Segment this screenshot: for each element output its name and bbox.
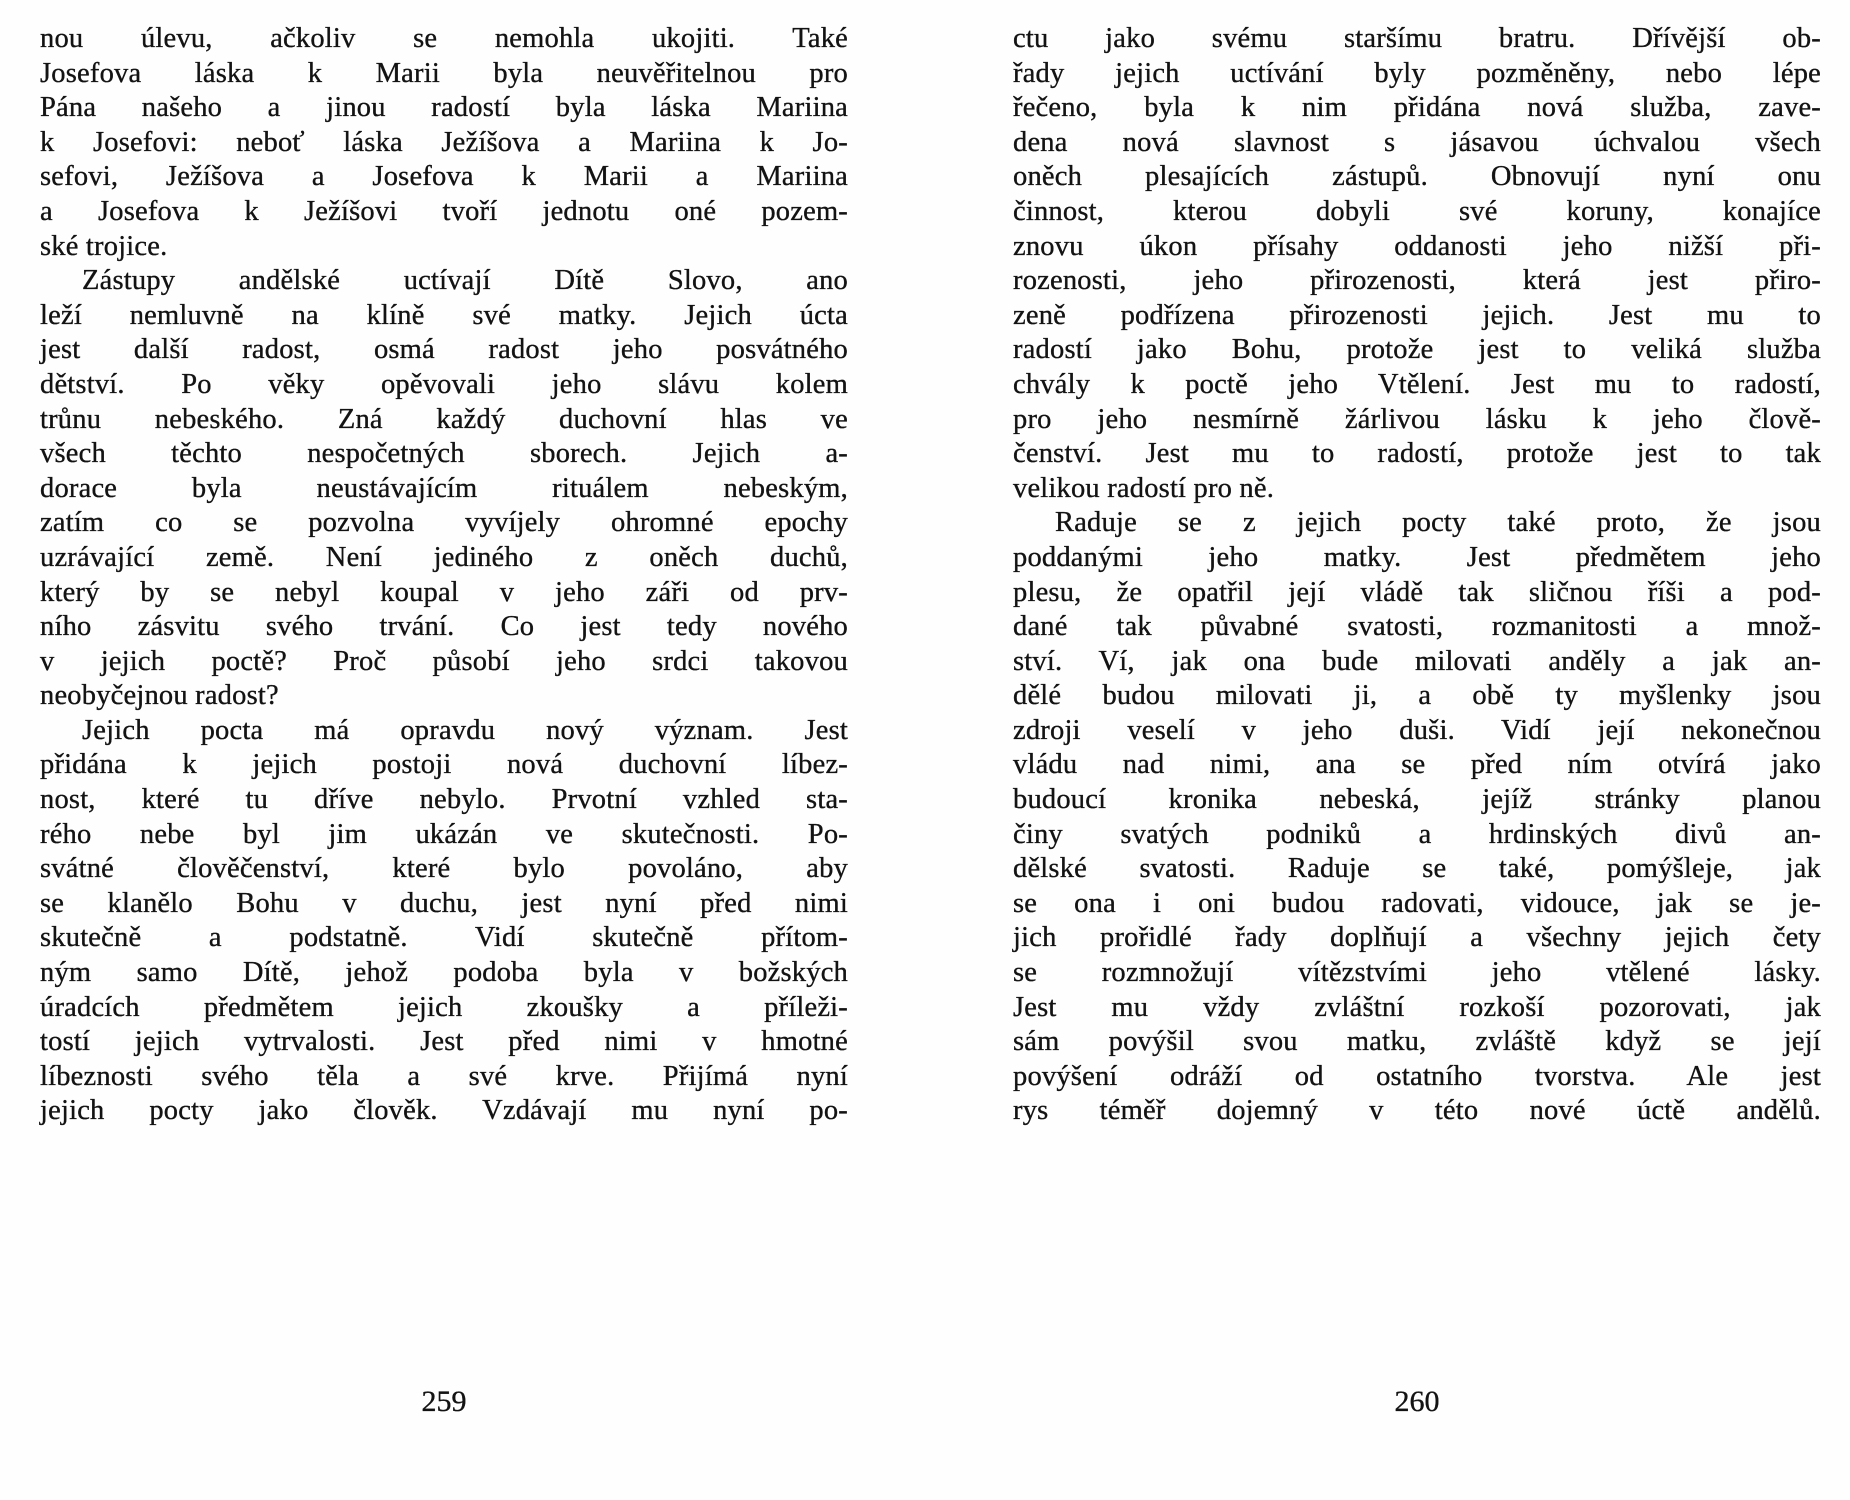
text-line: ctu jako svému staršímu bratru. Dřívější ob- bbox=[1013, 23, 1821, 54]
text-line: oněch plesajících zástupů. Obnovují nyní onu bbox=[1013, 161, 1821, 193]
text-line: plesu, že opatřil její vládě tak sličnou říši a pod- bbox=[1013, 576, 1821, 608]
text-line: čenství. Jest mu to radostí, protože jest to tak bbox=[1013, 438, 1821, 470]
text-line: jest další radost, osmá radost jeho posvátného bbox=[40, 334, 848, 366]
text-line: přidána k jejich postoji nová duchovní líbez- bbox=[40, 749, 848, 781]
text-line: jejich pocty jako člověk. Vzdávají mu nyní po- bbox=[40, 1095, 848, 1127]
text-line: dorace byla neustávajícím rituálem nebeským, bbox=[40, 472, 848, 504]
text-line: Pána našeho a jinou radostí byla láska Mariina bbox=[40, 92, 848, 124]
text-line: skutečně a podstatně. Vidí skutečně přítom- bbox=[40, 922, 848, 954]
text-line: dané tak půvabné svatosti, rozmanitosti a množ- bbox=[1013, 611, 1821, 643]
text-line: který by se nebyl koupal v jeho záři od prv- bbox=[40, 576, 848, 608]
page-number-right: 260 bbox=[1394, 1385, 1440, 1418]
text-line: Jest mu vždy zvláštní rozkoší pozorovati, jak bbox=[1013, 991, 1821, 1023]
text-line: neobyčejnou radost? bbox=[40, 680, 279, 712]
text-line: v jejich poctě? Proč působí jeho srdci takovou bbox=[40, 645, 848, 677]
text-line: trůnu nebeského. Zná každý duchovní hlas ve bbox=[40, 403, 848, 435]
text-line: činnost, kterou dobyli své koruny, konajíce bbox=[1013, 195, 1821, 227]
page-259-text-column bbox=[40, 22, 848, 1129]
text-line: ným samo Dítě, jehož podoba byla v božských bbox=[40, 957, 848, 989]
page-number-left: 259 bbox=[421, 1385, 467, 1418]
text-line: nou úlevu, ačkoliv se nemohla ukojiti. Také bbox=[40, 23, 848, 54]
text-line: Raduje se z jejich pocty také proto, že jsou bbox=[1055, 507, 1821, 539]
text-line: radostí jako Bohu, protože jest to veliká služba bbox=[1013, 334, 1821, 366]
text-line: sám povýšil svou matku, zvláště když se její bbox=[1013, 1026, 1821, 1058]
text-line: k Josefovi: neboť láska Ježíšova a Mariina k Jo- bbox=[40, 126, 848, 158]
text-line: řečeno, byla k nim přidána nová služba, zave- bbox=[1013, 92, 1821, 124]
text-line: zdroji veselí v jeho duši. Vidí její nekonečnou bbox=[1013, 714, 1821, 746]
text-line: dětství. Po věky opěvovali jeho slávu kolem bbox=[40, 368, 848, 400]
text-line: budoucí kronika nebeská, jejíž stránky planou bbox=[1013, 784, 1821, 816]
text-line: leží nemluvně na klíně své matky. Jejich úcta bbox=[40, 299, 848, 331]
text-line: vládu nad nimi, ana se před ním otvírá jako bbox=[1013, 749, 1821, 781]
text-line: nost, které tu dříve nebylo. Prvotní vzhled sta- bbox=[40, 784, 848, 816]
text-line: ské trojice. bbox=[40, 230, 168, 262]
text-line: velikou radostí pro ně. bbox=[1013, 472, 1275, 504]
text-line: řady jejich uctívání byly pozměněny, nebo lépe bbox=[1013, 57, 1821, 89]
text-line: Zástupy andělské uctívají Dítě Slovo, ano bbox=[82, 265, 848, 297]
text-line: chvály k poctě jeho Vtělení. Jest mu to radostí, bbox=[1013, 368, 1821, 400]
text-line: zeně podřízena přirozenosti jejich. Jest mu to bbox=[1013, 299, 1821, 331]
text-line: rys téměř dojemný v této nové úctě andělů. bbox=[1013, 1095, 1821, 1127]
text-line: ního zásvitu svého trvání. Co jest tedy nového bbox=[40, 611, 848, 643]
text-line: ství. Ví, jak ona bude milovati anděly a jak an- bbox=[1013, 645, 1821, 677]
text-line: se klanělo Bohu v duchu, jest nyní před nimi bbox=[40, 887, 848, 919]
text-line: dena nová slavnost s jásavou úchvalou všech bbox=[1013, 126, 1821, 158]
text-line: všech těchto nespočetných sborech. Jejich a- bbox=[40, 438, 848, 470]
text-line: Josefova láska k Marii byla neuvěřitelnou pro bbox=[40, 57, 848, 89]
text-line: činy svatých podniků a hrdinských divů an- bbox=[1013, 818, 1821, 850]
text-line: sefovi, Ježíšova a Josefova k Marii a Mariina bbox=[40, 161, 848, 193]
text-line: rozenosti, jeho přirozenosti, která jest přiro- bbox=[1013, 265, 1821, 297]
text-line: líbeznosti svého těla a své krve. Přijímá nyní bbox=[40, 1060, 848, 1092]
text-line: úradcích předmětem jejich zkoušky a příleži- bbox=[40, 991, 848, 1023]
text-line: tostí jejich vytrvalosti. Jest před nimi v hmotné bbox=[40, 1026, 848, 1058]
text-line: se rozmnožují vítězstvími jeho vtělené lásky. bbox=[1013, 957, 1821, 989]
text-line: zatím co se pozvolna vyvíjely ohromné epochy bbox=[40, 507, 848, 539]
text-line: znovu úkon přísahy oddanosti jeho nižší při- bbox=[1013, 230, 1821, 262]
text-line: rého nebe byl jim ukázán ve skutečnosti. Po- bbox=[40, 818, 848, 850]
text-line: se ona i oni budou radovati, vidouce, jak se je- bbox=[1013, 887, 1821, 919]
text-line: pro jeho nesmírně žárlivou lásku k jeho člově- bbox=[1013, 403, 1821, 435]
text-line: svátné člověčenství, které bylo povoláno, aby bbox=[40, 853, 848, 885]
text-line: dělské svatosti. Raduje se také, pomýšleje, jak bbox=[1013, 853, 1821, 885]
text-line: uzrávající země. Není jediného z oněch duchů, bbox=[40, 541, 848, 573]
text-line: jich prořidlé řady doplňují a všechny jejich čety bbox=[1013, 922, 1821, 954]
text-line: Jejich pocta má opravdu nový význam. Jest bbox=[82, 714, 848, 746]
text-line: a Josefova k Ježíšovi tvoří jednotu oné pozem- bbox=[40, 195, 848, 227]
text-line: poddanými jeho matky. Jest předmětem jeho bbox=[1013, 541, 1821, 573]
text-line: povýšení odráží od ostatního tvorstva. Ale jest bbox=[1013, 1060, 1821, 1092]
page-260-text-column bbox=[1013, 22, 1821, 1129]
text-line: dělé budou milovati ji, a obě ty myšlenky jsou bbox=[1013, 680, 1821, 712]
